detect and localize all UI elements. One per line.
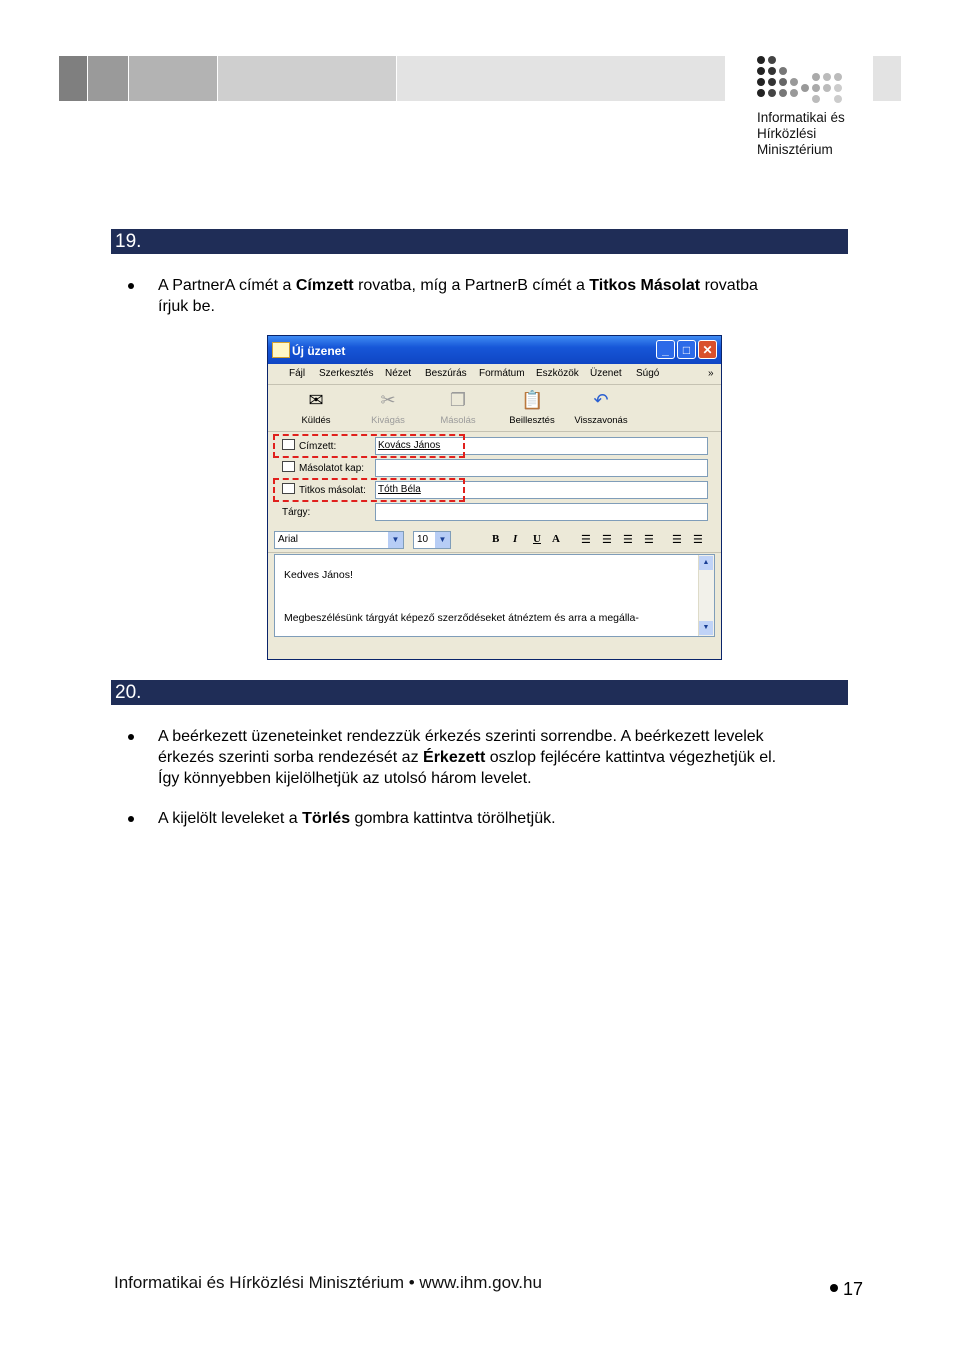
underline-icon: U: [533, 533, 541, 545]
menu-view: Nézet: [385, 368, 412, 379]
menu-edit: Szerkesztés: [319, 368, 374, 379]
header-band-segment: [397, 56, 725, 101]
minimize-icon: _: [656, 340, 675, 359]
ministry-logo-text: Informatikai és Hírközlési Minisztérium: [757, 110, 845, 157]
italic-icon: I: [513, 533, 518, 545]
menu-more-icon: »: [708, 368, 714, 379]
menu-message: Üzenet: [590, 368, 622, 379]
subject-label: Tárgy:: [282, 507, 311, 518]
menu-format: Formátum: [479, 368, 525, 379]
bcc-field: Tóth Béla: [375, 481, 708, 499]
undo-icon: ↶: [593, 390, 609, 410]
section-header-20: 20.: [111, 680, 848, 705]
message-body: [274, 554, 715, 637]
window-titlebar: [268, 336, 721, 364]
size-select: 10 ▼: [413, 531, 451, 549]
maximize-icon: □: [677, 340, 696, 359]
new-message-screenshot: [267, 335, 722, 660]
menu-tools: Eszközök: [536, 368, 579, 379]
close-icon: ✕: [698, 340, 717, 359]
page-number: 17: [830, 1279, 863, 1300]
section-header-19: 19.: [111, 229, 848, 254]
header-band-segment: [129, 56, 217, 101]
to-field: Kovács János: [375, 437, 708, 455]
to-highlight-box: [273, 434, 465, 458]
header-band-segment: [218, 56, 396, 101]
body-text: Megbeszélésünk tárgyát képező szerződéseket átnéztem és arra a megálla-: [284, 612, 639, 624]
bullet-dot: [830, 1284, 838, 1292]
font-select: Arial ▼: [274, 531, 404, 549]
address-book-icon: [282, 461, 295, 472]
bullet-dot: [128, 283, 134, 289]
ministry-logo-mark: [755, 54, 855, 104]
subject-field: [375, 503, 708, 521]
send-button: ✉ Küldés: [301, 390, 331, 426]
cut-button: ✂ Kivágás: [371, 390, 405, 426]
window-title: Új üzenet: [292, 344, 346, 358]
bullet-dot: [128, 816, 134, 822]
menu-file: Fájl: [289, 368, 306, 379]
align-left-icon: ☰: [672, 534, 682, 546]
bullet-dot: [128, 734, 134, 740]
paste-button: 📋 Beillesztés: [509, 390, 555, 426]
menu-help: Súgó: [636, 368, 660, 379]
address-fields: [268, 432, 721, 528]
bcc-highlight-box: [273, 478, 465, 502]
envelope-icon: [272, 342, 290, 358]
undo-button: ↶ Visszavonás: [574, 390, 628, 426]
footer-text: Informatikai és Hírközlési Minisztérium • www.ihm.gov.hu: [114, 1273, 542, 1292]
align-center-icon: ☰: [693, 534, 703, 546]
scroll-up-icon: ▲: [699, 556, 713, 570]
cc-field: [375, 459, 708, 477]
bold-icon: B: [492, 533, 500, 545]
body-greeting: Kedves János!: [284, 569, 353, 581]
copy-icon: ❐: [449, 390, 467, 410]
indent-icon: ☰: [644, 534, 654, 546]
chevron-down-icon: ▼: [388, 532, 403, 548]
bcc-label: Titkos másolat:: [282, 483, 366, 499]
scissors-icon: ✂: [380, 390, 396, 410]
header-band-segment: [873, 56, 901, 101]
font-color-icon: A: [552, 533, 560, 545]
chevron-down-icon: ▼: [435, 532, 450, 548]
bullet-list-icon: ☰: [602, 534, 612, 546]
cc-label: Másolatot kap:: [282, 461, 364, 477]
outdent-icon: ☰: [623, 534, 633, 546]
format-bar: [268, 528, 721, 553]
scrollbar: [698, 555, 714, 636]
to-label: Címzett:: [282, 439, 336, 455]
scroll-down-icon: ▼: [699, 621, 713, 635]
numbered-list-icon: ☰: [581, 534, 591, 546]
menu-insert: Beszúrás: [425, 368, 467, 379]
send-icon: ✉: [308, 390, 324, 410]
menu-bar: [268, 364, 721, 385]
header-band-segment: [59, 56, 87, 101]
copy-button: ❐ Másolás: [440, 390, 476, 426]
toolbar: [268, 385, 721, 432]
paste-icon: 📋: [521, 390, 544, 410]
header-band-segment: [88, 56, 128, 101]
